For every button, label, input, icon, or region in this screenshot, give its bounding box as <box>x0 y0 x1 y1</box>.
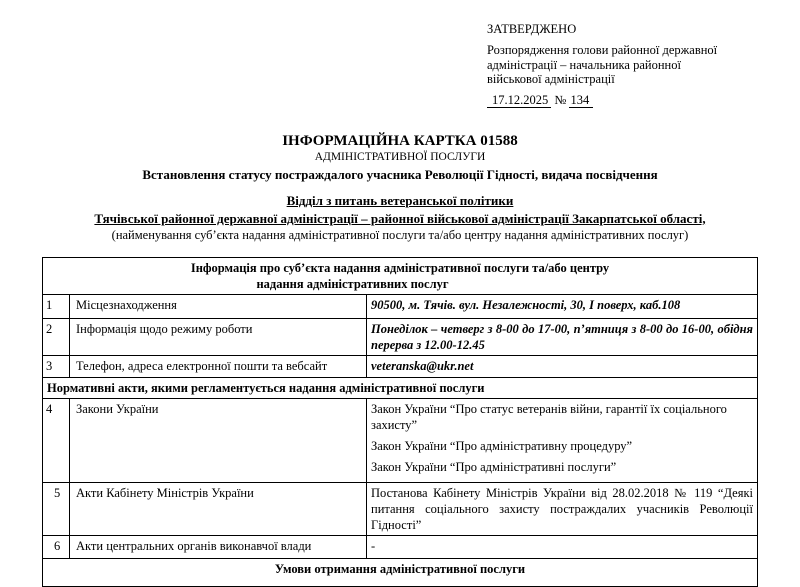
row-label: Акти центральних органів виконавчої влади <box>70 536 367 559</box>
section-header-info-line-1: Інформація про суб’єкта надання адміністративної послуги та/або центру <box>190 261 610 275</box>
row-label: Закони України <box>70 399 367 483</box>
page-subtitle: АДМІНІСТРАТИВНОЇ ПОСЛУГИ <box>314 151 486 163</box>
service-name: Встановлення статусу постраждалого учасника Революції Гідності, видача посвідчення <box>142 167 658 182</box>
approval-body-line-2: адміністрації – начальника районної <box>487 57 681 72</box>
provider-caption: (найменування суб’єкта надання адміністративної послуги та/або центру надання адміністративних послуг) <box>111 228 689 242</box>
row-label: Акти Кабінету Міністрів України <box>70 483 367 536</box>
approval-block <box>487 22 787 107</box>
section-header-info-row <box>43 258 758 295</box>
law-item: Закон України “Про статус ветеранів війни, гарантії їх соціального захисту” <box>371 402 727 432</box>
row-value: 90500, м. Тячів. вул. Незалежності, 30, І поверх, каб.108 <box>367 295 758 319</box>
approval-number: 134 <box>569 93 593 108</box>
provider-line-1: Відділ з питань ветеранської політики <box>286 193 514 208</box>
row-number: 3 <box>43 356 70 378</box>
section-header-normative-row <box>43 378 758 399</box>
row-number: 6 <box>43 536 70 559</box>
page-title: ІНФОРМАЦІЙНА КАРТКА 01588 <box>282 133 518 149</box>
section-header-conditions-row <box>43 559 758 587</box>
row-value: Постанова Кабінету Міністрів України від 28.02.2018 № 119 “Деякі питання соціального захисту постраждалих учасників Революції Гідності” <box>367 483 758 536</box>
approval-number-sign: № <box>554 93 567 107</box>
approval-date-line <box>487 93 787 107</box>
provider-block <box>0 192 800 244</box>
law-item: Закон України “Про адміністративні послуги” <box>371 460 617 474</box>
info-table <box>42 257 758 587</box>
table-row-schedule <box>43 319 758 356</box>
table-row-contacts <box>43 356 758 378</box>
provider-line-2: Тячівської районної державної адміністрації – районної військової адміністрації Закарпатської області, <box>94 210 706 226</box>
approval-stamp: ЗАТВЕРДЖЕНО <box>487 22 577 36</box>
row-value: Понеділок – четверг з 8-00 до 17-00, п’ятниця з 8-00 до 16-00, обідня перерва з 12.00-12.45 <box>367 319 758 356</box>
row-value: - <box>367 536 758 559</box>
row-number: 4 <box>43 399 70 483</box>
approval-date: 17.12.2025 <box>487 93 551 108</box>
row-label: Місцезнаходження <box>70 295 367 319</box>
row-value <box>367 399 758 483</box>
row-number: 2 <box>43 319 70 356</box>
table-row-laws <box>43 399 758 483</box>
row-number: 5 <box>43 483 70 536</box>
row-label: Інформація щодо режиму роботи <box>70 319 367 356</box>
row-label: Телефон, адреса електронної пошти та вебсайт <box>70 356 367 378</box>
row-number: 1 <box>43 295 70 319</box>
row-value: veteranska@ukr.net <box>367 356 758 378</box>
law-item: Закон України “Про адміністративну процедуру” <box>371 439 633 453</box>
approval-body-line-3: військової адміністрації <box>487 72 615 86</box>
title-block <box>0 133 800 183</box>
section-header-normative: Нормативні акти, якими регламентується надання адміністративної послуги <box>43 378 758 399</box>
table-row-central-acts <box>43 536 758 559</box>
section-header-conditions: Умови отримання адміністративної послуги <box>43 559 758 587</box>
section-header-info <box>43 258 758 295</box>
table-row-cabinet-acts <box>43 483 758 536</box>
table-row-location <box>43 295 758 319</box>
section-header-info-line-2: надання адміністративних послуг <box>256 277 449 291</box>
approval-body-line-1: Розпорядження голови районної державної <box>487 43 718 57</box>
